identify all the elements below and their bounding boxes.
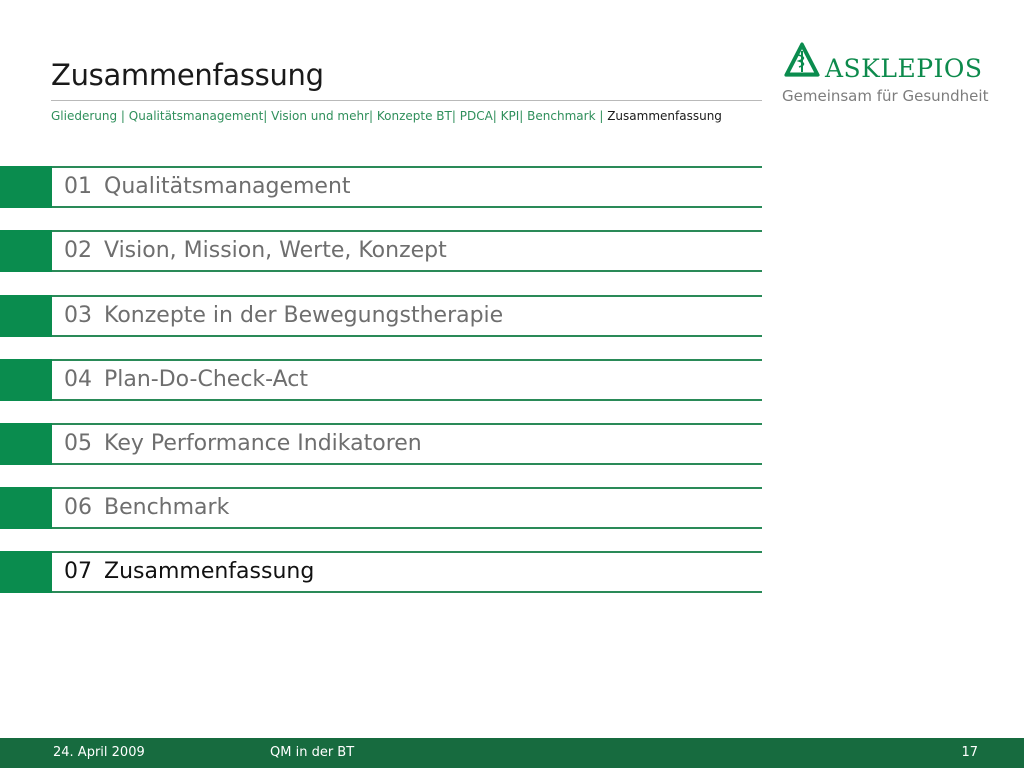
footer-bar xyxy=(0,738,1024,768)
agenda-rule xyxy=(52,527,762,529)
agenda-item[interactable] xyxy=(0,423,762,465)
agenda-item[interactable] xyxy=(0,295,762,337)
agenda-marker xyxy=(0,551,52,593)
agenda-marker xyxy=(0,487,52,529)
breadcrumb-item[interactable]: Qualitätsmanagement| xyxy=(128,109,272,123)
agenda-label: Benchmark xyxy=(104,495,230,520)
breadcrumb-item[interactable]: Benchmark | xyxy=(527,109,608,123)
agenda-rule xyxy=(52,463,762,465)
agenda-marker xyxy=(0,166,52,208)
agenda-rule xyxy=(52,359,762,361)
agenda-rule xyxy=(52,166,762,168)
agenda-rule xyxy=(52,551,762,553)
agenda-rule xyxy=(52,206,762,208)
agenda-item[interactable] xyxy=(0,230,762,272)
footer-date: 24. April 2009 xyxy=(53,745,145,760)
agenda-label: Konzepte in der Bewegungstherapie xyxy=(104,303,504,328)
asklepios-staff-triangle-icon xyxy=(783,42,821,80)
brand-tagline: Gemeinsam für Gesundheit xyxy=(782,87,989,105)
agenda-label: Vision, Mission, Werte, Konzept xyxy=(104,238,447,263)
agenda-item[interactable] xyxy=(0,359,762,401)
footer-topic: QM in der BT xyxy=(270,745,355,760)
agenda-rule xyxy=(52,423,762,425)
brand-name: ASKLEPIOS xyxy=(825,54,983,83)
agenda-rule xyxy=(52,295,762,297)
agenda-rule xyxy=(52,591,762,593)
breadcrumb-item[interactable]: KPI| xyxy=(500,109,528,123)
breadcrumb-item[interactable]: Gliederung | xyxy=(51,109,129,123)
asklepios-logo xyxy=(781,42,989,108)
breadcrumb-item[interactable]: PDCA| xyxy=(459,109,501,123)
agenda-number: 07 xyxy=(64,559,92,584)
breadcrumb-item[interactable]: Konzepte BT| xyxy=(376,109,460,123)
page-number: 17 xyxy=(961,745,978,760)
agenda-label: Qualitätsmanagement xyxy=(104,174,351,199)
agenda-rule xyxy=(52,335,762,337)
agenda-item-active[interactable] xyxy=(0,551,762,593)
agenda-rule xyxy=(52,487,762,489)
agenda-label: Plan-Do-Check-Act xyxy=(104,367,309,392)
agenda-rule xyxy=(52,230,762,232)
agenda-number: 01 xyxy=(64,174,92,199)
breadcrumb-current: Zusammenfassung xyxy=(607,109,722,123)
agenda-number: 06 xyxy=(64,495,92,520)
page-title: Zusammenfassung xyxy=(51,58,324,92)
agenda-label: Key Performance Indikatoren xyxy=(104,431,422,456)
agenda-marker xyxy=(0,423,52,465)
breadcrumb-item[interactable]: Vision und mehr| xyxy=(271,109,377,123)
agenda-label: Zusammenfassung xyxy=(104,559,315,584)
title-divider xyxy=(51,100,762,101)
agenda-marker xyxy=(0,295,52,337)
agenda-marker xyxy=(0,230,52,272)
agenda-item[interactable] xyxy=(0,487,762,529)
agenda-marker xyxy=(0,359,52,401)
agenda-number: 02 xyxy=(64,238,92,263)
agenda-item[interactable] xyxy=(0,166,762,208)
agenda-number: 05 xyxy=(64,431,92,456)
agenda-number: 04 xyxy=(64,367,92,392)
agenda-number: 03 xyxy=(64,303,92,328)
breadcrumb xyxy=(51,109,722,123)
agenda-rule xyxy=(52,399,762,401)
agenda-rule xyxy=(52,270,762,272)
